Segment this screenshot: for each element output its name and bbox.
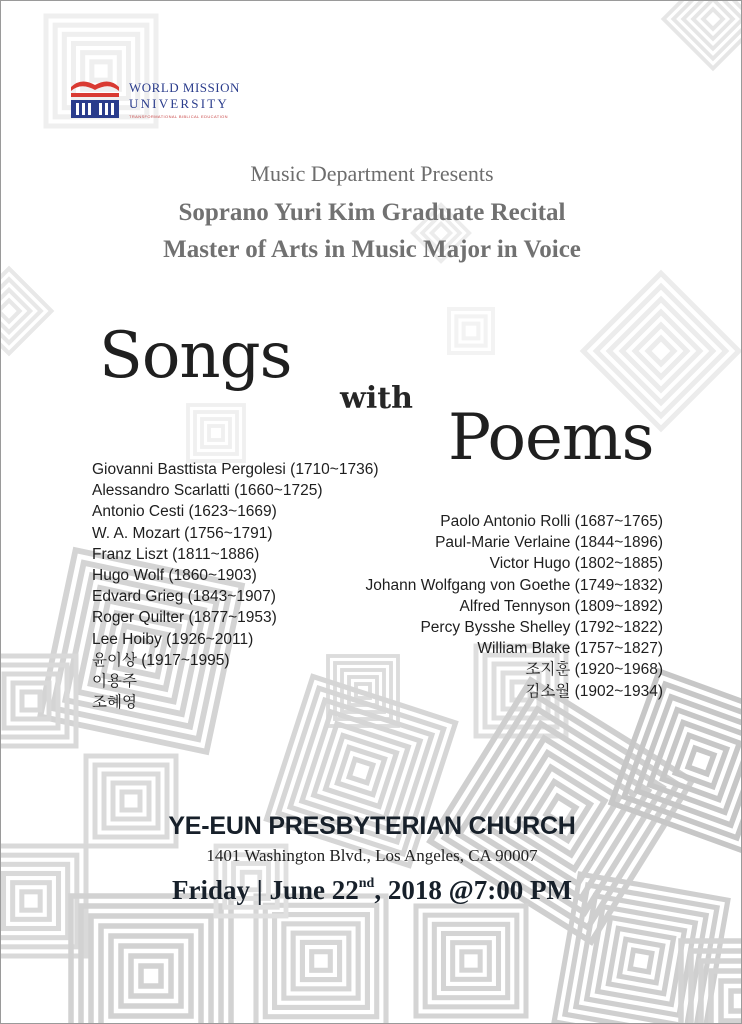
concentric-square-motif bbox=[1, 656, 76, 746]
composer-list bbox=[92, 459, 379, 713]
motif-ring bbox=[688, 748, 714, 774]
poet-item: 조지훈 (1920~1968) bbox=[525, 661, 663, 679]
event-date-ordinal: nd bbox=[358, 876, 375, 891]
concentric-square-motif bbox=[681, 941, 742, 1024]
motif-ring bbox=[202, 419, 230, 447]
motif-ring bbox=[648, 338, 674, 364]
event-date-rest: , 2018 @7:00 PM bbox=[374, 875, 572, 905]
motif-ring bbox=[596, 286, 726, 416]
motif-ring bbox=[122, 792, 140, 810]
motif-ring bbox=[337, 747, 384, 794]
motif-ring bbox=[608, 928, 673, 993]
motif-ring bbox=[101, 926, 201, 1024]
composer-item: 조혜영 bbox=[92, 694, 137, 712]
poet-item: Paul-Marie Verlaine (1844~1896) bbox=[435, 534, 663, 552]
composer-item: Edvard Grieg (1843~1907) bbox=[92, 588, 276, 606]
logo-tagline: TRANSFORMATIONAL BIBLICAL EDUCATION bbox=[129, 114, 228, 119]
motif-ring bbox=[675, 735, 726, 786]
motif-ring bbox=[703, 9, 723, 29]
concentric-square-motif bbox=[664, 1, 742, 68]
poet-item: William Blake (1757~1827) bbox=[477, 640, 663, 658]
motif-ring bbox=[349, 759, 373, 783]
poet-item: Johann Wolfgang von Goethe (1749~1832) bbox=[365, 576, 663, 594]
poet-list bbox=[366, 511, 663, 702]
poet-item: Victor Hugo (1802~1885) bbox=[489, 555, 663, 573]
motif-ring bbox=[275, 915, 368, 1008]
banner-word-poems: Poems bbox=[448, 401, 654, 475]
concentric-square-motif bbox=[71, 896, 231, 1024]
wmu-logo-icon bbox=[67, 75, 123, 121]
concentric-square-motif bbox=[449, 309, 493, 353]
banner-word-with: with bbox=[340, 381, 413, 416]
motif-ring bbox=[302, 942, 339, 979]
university-logo bbox=[67, 75, 257, 125]
composer-item: W. A. Mozart (1756~1791) bbox=[92, 524, 273, 542]
motif-ring bbox=[462, 952, 480, 970]
motif-ring bbox=[312, 952, 331, 971]
composer-item: 윤이상 (1917~1995) bbox=[92, 651, 230, 669]
banner-word-songs: Songs bbox=[99, 319, 292, 393]
motif-ring bbox=[209, 426, 223, 440]
motif-ring bbox=[1, 300, 20, 321]
poet-item: 김소월 (1902~1934) bbox=[525, 682, 663, 700]
concentric-square-motif bbox=[188, 405, 244, 461]
venue-address: 1401 Washington Blvd., Los Angeles, CA 90007 bbox=[206, 846, 538, 865]
poet-item: Paolo Antonio Rolli (1687~1765) bbox=[440, 513, 663, 530]
motif-ring bbox=[453, 943, 490, 980]
poet-item: Percy Bysshe Shelley (1792~1822) bbox=[420, 619, 663, 637]
motif-ring bbox=[326, 736, 397, 807]
logo-name-line-1: WORLD MISSION bbox=[129, 80, 240, 95]
event-date bbox=[1, 875, 742, 906]
logo-name-line-2: UNIVERSITY bbox=[129, 96, 229, 111]
composer-item: Roger Quilter (1877~1953) bbox=[92, 609, 277, 627]
motif-ring bbox=[141, 966, 161, 986]
composer-item: Giovanni Basttista Pergolesi (1710~1736) bbox=[92, 461, 379, 478]
composer-item: Lee Hoiby (1926~2011) bbox=[92, 630, 254, 648]
motif-ring bbox=[314, 724, 409, 819]
event-date-main: Friday | June 22 bbox=[172, 875, 359, 905]
motif-ring bbox=[731, 991, 742, 1011]
composer-item: Antonio Cesti (1623~1669) bbox=[92, 503, 277, 521]
venue-name: YE-EUN PRESBYTERIAN CHURCH bbox=[168, 812, 576, 840]
concentric-square-motif bbox=[416, 906, 526, 1016]
motif-ring bbox=[131, 956, 171, 996]
poet-item: Alfred Tennyson (1809~1892) bbox=[459, 597, 663, 615]
composer-item: Alessandro Scarlatti (1660~1725) bbox=[92, 482, 323, 500]
motif-ring bbox=[425, 915, 517, 1007]
composer-item: Hugo Wolf (1860~1903) bbox=[92, 567, 257, 585]
presenter-line: Music Department Presents bbox=[250, 161, 494, 186]
composer-item: Franz Liszt (1811~1886) bbox=[92, 545, 260, 563]
recital-title: Soprano Yuri Kim Graduate Recital bbox=[178, 199, 566, 226]
motif-ring bbox=[464, 324, 479, 339]
motif-ring bbox=[456, 316, 485, 345]
motif-ring bbox=[630, 950, 652, 972]
motif-ring bbox=[22, 692, 40, 710]
degree-title: Master of Arts in Music Major in Voice bbox=[163, 236, 581, 263]
concentric-square-motif bbox=[1, 269, 51, 354]
composer-item: 이용주 bbox=[92, 673, 137, 691]
motif-ring bbox=[619, 939, 662, 982]
